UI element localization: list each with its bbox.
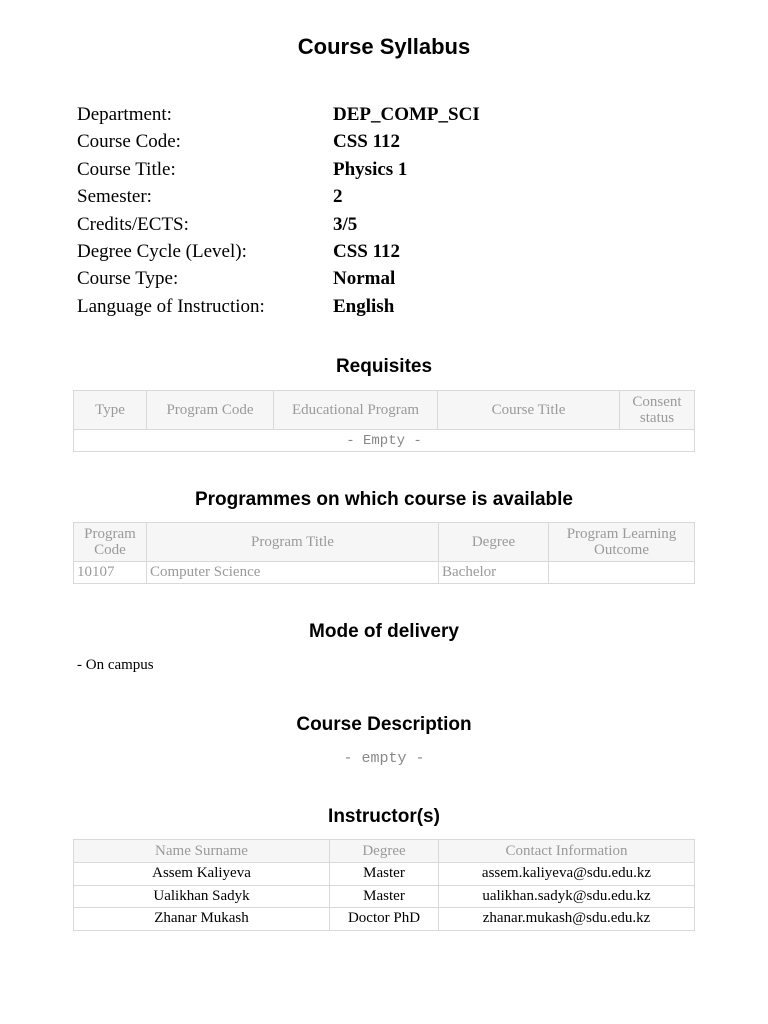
delivery-mode: - On campus — [77, 657, 154, 673]
column-header: Degree — [330, 840, 439, 863]
table-cell: 10107 — [74, 562, 147, 584]
info-label: Course Code: — [77, 131, 181, 153]
info-row-course-title — [77, 156, 480, 183]
info-label: Language of Instruction: — [77, 295, 265, 317]
section-title-programmes: Programmes on which course is available — [194, 489, 574, 510]
table-row — [74, 908, 695, 931]
table-row — [74, 430, 695, 452]
empty-placeholder: - Empty - — [74, 430, 695, 452]
table-row — [74, 562, 695, 584]
column-header: Program Code — [74, 523, 147, 562]
info-row-semester — [77, 183, 480, 210]
section-title-instructors: Instructor(s) — [328, 806, 440, 827]
column-header: Educational Program — [274, 391, 438, 430]
info-label: Course Title: — [77, 158, 176, 180]
column-header: Contact Information — [439, 840, 695, 863]
info-row-department — [77, 101, 480, 128]
programmes-table — [73, 522, 695, 584]
info-value: DEP_COMP_SCI — [333, 104, 480, 125]
instructor-name: Assem Kaliyeva — [74, 863, 330, 886]
info-value: 3/5 — [333, 213, 358, 235]
table-row — [74, 863, 695, 886]
section-title-requisites: Requisites — [335, 356, 433, 377]
instructor-contact: ualikhan.sadyk@sdu.edu.kz — [439, 885, 695, 908]
column-header: Program Learning Outcome — [549, 523, 695, 562]
column-header: Type — [74, 391, 147, 430]
table-header-row — [74, 391, 695, 430]
instructors-table — [73, 839, 695, 931]
table-cell: Computer Science — [147, 562, 439, 584]
info-label: Department: — [77, 104, 172, 125]
info-value: Physics 1 — [333, 158, 408, 180]
instructor-degree: Master — [330, 885, 439, 908]
table-header-row — [74, 523, 695, 562]
table-header-row — [74, 840, 695, 863]
column-header: Program Code — [147, 391, 274, 430]
instructor-name: Ualikhan Sadyk — [74, 885, 330, 908]
info-value: English — [333, 295, 395, 317]
info-row-language — [77, 293, 480, 320]
info-label: Semester: — [77, 186, 152, 208]
info-value: CSS 112 — [333, 240, 401, 262]
info-row-degree-cycle — [77, 238, 480, 265]
section-title-description: Course Description — [296, 714, 472, 735]
column-header: Course Title — [438, 391, 620, 430]
info-value: CSS 112 — [333, 131, 401, 153]
section-title-delivery: Mode of delivery — [309, 621, 459, 642]
table-row — [74, 885, 695, 908]
course-info — [77, 101, 480, 320]
column-header: Consent status — [620, 391, 695, 430]
info-value: Normal — [333, 268, 396, 290]
description-placeholder: - empty - — [343, 750, 425, 767]
info-label: Credits/ECTS: — [77, 213, 189, 235]
info-label: Degree Cycle (Level): — [77, 240, 247, 262]
info-label: Course Type: — [77, 268, 179, 290]
info-row-course-code — [77, 128, 480, 155]
column-header: Name Surname — [74, 840, 330, 863]
instructor-contact: assem.kaliyeva@sdu.edu.kz — [439, 863, 695, 886]
table-cell: Bachelor — [439, 562, 549, 584]
info-row-credits — [77, 211, 480, 238]
instructor-degree: Doctor PhD — [330, 908, 439, 931]
column-header: Program Title — [147, 523, 439, 562]
info-value: 2 — [333, 186, 343, 208]
column-header: Degree — [439, 523, 549, 562]
table-cell — [549, 562, 695, 584]
instructor-name: Zhanar Mukash — [74, 908, 330, 931]
info-row-course-type — [77, 265, 480, 292]
requisites-table — [73, 390, 695, 452]
page-title: Course Syllabus — [297, 34, 471, 59]
instructor-degree: Master — [330, 863, 439, 886]
instructor-contact: zhanar.mukash@sdu.edu.kz — [439, 908, 695, 931]
